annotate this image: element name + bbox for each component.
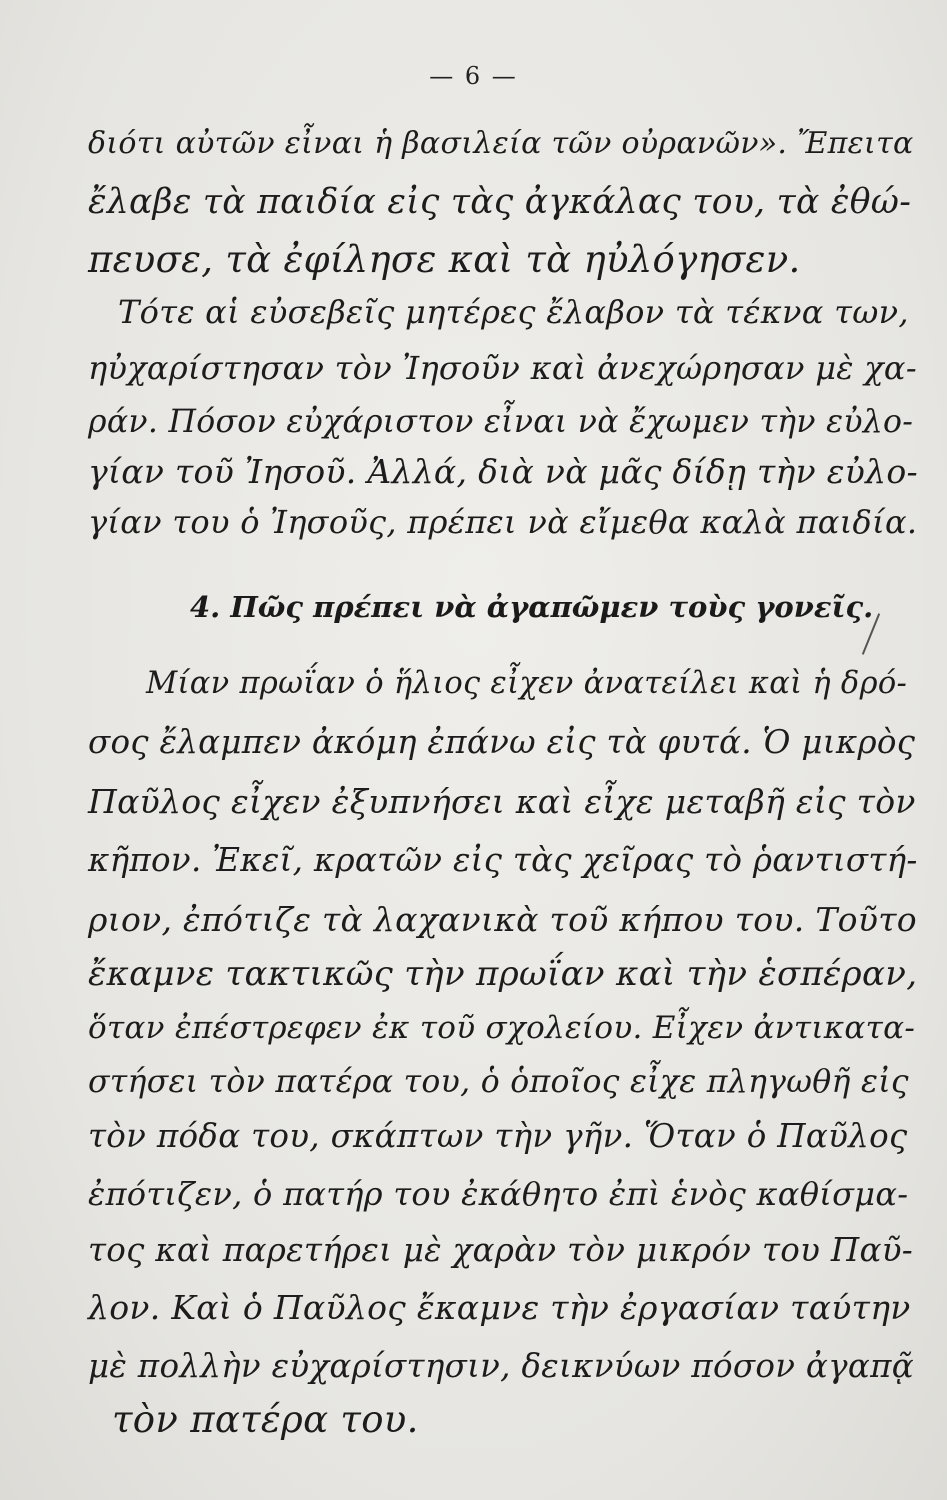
text-line: τὸν πόδα του, σκάπτων τὴν γῆν. Ὅταν ὁ Παῦλος (88, 1117, 908, 1155)
text-line: ράν. Πόσον εὐχάριστον εἶναι νὰ ἔχωμεν τὴν εὐλο- (88, 404, 914, 440)
text-line: ἔλαβε τὰ παιδία εἰς τὰς ἀγκάλας του, τὰ ἐθώ- (88, 182, 912, 222)
text-line: κῆπον. Ἐκεῖ, κρατῶν εἰς τὰς χεῖρας τὸ ῥαντιστή- (88, 841, 918, 879)
text-line: σος ἔλαμπεν ἀκόμη ἐπάνω εἰς τὰ φυτά. Ὁ μικρὸς (88, 723, 916, 761)
text-line: στήσει τὸν πατέρα του, ὁ ὁποῖος εἶχε πληγωθῆ εἰς (88, 1064, 909, 1100)
page-number: — 6 — (429, 62, 518, 90)
text-line: λον. Καὶ ὁ Παῦλος ἔκαμνε τὴν ἐργασίαν ταύτην (88, 1288, 911, 1327)
text-line: γίαν τοῦ Ἰησοῦ. Ἀλλά, διὰ νὰ μᾶς δίδῃ τὴν εὐλο- (88, 452, 918, 491)
section-heading: 4. Πῶς πρέπει νὰ ἀγαπῶμεν τοὺς γονεῖς. (190, 590, 874, 624)
text-line: μὲ πολλὴν εὐχαρίστησιν, δεικνύων πόσον ἀγαπᾷ (88, 1347, 915, 1385)
text-line: τος καὶ παρετήρει μὲ χαρὰν τὸν μικρόν του Παῦ- (88, 1231, 914, 1269)
text-line: ἔκαμνε τακτικῶς τὴν πρωΐαν καὶ τὴν ἑσπέραν, (88, 954, 918, 994)
text-line: Μίαν πρωΐαν ὁ ἥλιος εἶχεν ἀνατείλει καὶ ἡ δρό- (146, 666, 908, 701)
text-line: Τότε αἱ εὐσεβεῖς μητέρες ἔλαβον τὰ τέκνα των, (118, 293, 909, 331)
text-line: ὅταν ἐπέστρεφεν ἐκ τοῦ σχολείου. Εἶχεν ἀντικατα- (88, 1010, 916, 1046)
text-line: ἐπότιζεν, ὁ πατήρ του ἐκάθητο ἐπὶ ἑνὸς καθίσμα- (88, 1175, 909, 1213)
text-line: ριον, ἐπότιζε τὰ λαχανικὰ τοῦ κήπου του. Τοῦτο (88, 900, 917, 939)
text-line: Παῦλος εἶχεν ἐξυπνήσει καὶ εἶχε μεταβῆ εἰς τὸν (88, 782, 916, 821)
text-line: τὸν πατέρα του. (112, 1398, 419, 1441)
text-line: ηὐχαρίστησαν τὸν Ἰησοῦν καὶ ἀνεχώρησαν μὲ χα- (88, 349, 917, 387)
text-line: πευσε, τὰ ἐφίλησε καὶ τὰ ηὐλόγησεν. (88, 238, 801, 281)
text-line: διότι αὐτῶν εἶναι ἡ βασιλεία τῶν οὐρανῶν». Ἔπειτα (88, 126, 914, 161)
text-line: γίαν του ὁ Ἰησοῦς, πρέπει νὰ εἴμεθα καλὰ παιδία. (88, 503, 918, 541)
